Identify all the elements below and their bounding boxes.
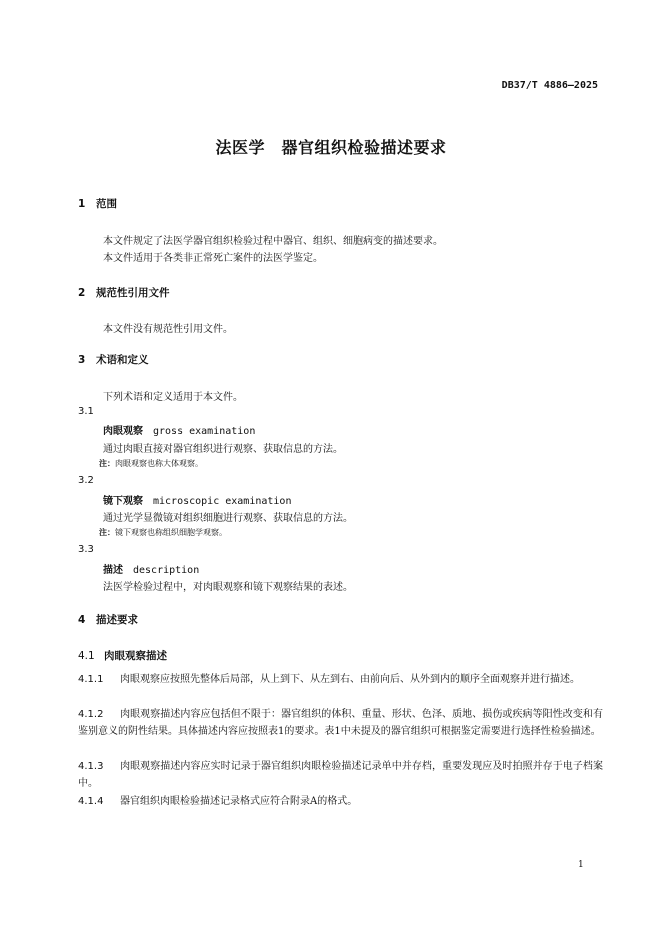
- note-text: 肉眼观察也称大体观察。: [115, 459, 203, 468]
- section-title: 规范性引用文件: [96, 287, 170, 299]
- subsection-number: 4.1: [78, 650, 95, 662]
- paragraph: 本文件适用于各类非正常死亡案件的法医学鉴定。: [103, 253, 323, 264]
- note-text: 镜下观察也称组织细胞学观察。: [115, 528, 227, 537]
- note-label: 注：: [99, 458, 115, 468]
- clause: [78, 706, 603, 740]
- clause-text: 肉眼观察应按照先整体后局部，从上到下、从左到右、由前向后、从外到内的顺序全面观察并进行描述。: [120, 674, 580, 685]
- document-title: 法医学 器官组织检验描述要求: [215, 138, 447, 157]
- clause-text: 肉眼观察描述内容应实时记录于器官组织肉眼检验描述记录单中并存档，重要发现应及时拍照并存于电子档案中。: [78, 761, 603, 789]
- section-heading-normative-references: [78, 285, 170, 300]
- note-label: 注：: [99, 527, 115, 537]
- term-cn: 镜下观察: [103, 496, 143, 507]
- paragraph: 下列术语和定义适用于本文件。: [103, 392, 243, 403]
- term-en: description: [133, 565, 200, 576]
- page-number: 1: [578, 860, 584, 870]
- section-heading-terms: [78, 352, 149, 367]
- section-title: 描述要求: [96, 614, 138, 626]
- paragraph: 本文件没有规范性引用文件。: [103, 324, 233, 335]
- term-definition: 通过肉眼直接对器官组织进行观察、获取信息的方法。: [103, 444, 343, 455]
- section-number: 2: [78, 287, 86, 299]
- term-cn: 肉眼观察: [103, 426, 143, 437]
- paragraph: 本文件规定了法医学器官组织检验过程中器官、组织、细胞病变的描述要求。: [103, 236, 443, 247]
- standard-number: DB37/T 4886—2025: [501, 80, 598, 91]
- term-number: 3.1: [78, 406, 94, 417]
- term-number: 3.2: [78, 475, 94, 486]
- section-number: 3: [78, 354, 86, 366]
- clause: [78, 793, 603, 810]
- section-number: 1: [78, 198, 86, 210]
- term-definition: 通过光学显微镜对组织细胞进行观察、获取信息的方法。: [103, 513, 353, 524]
- term-cn: 描述: [103, 565, 123, 576]
- clause-number: 4.1.1: [78, 674, 104, 685]
- term-number: 3.3: [78, 544, 94, 555]
- clause: [78, 671, 603, 688]
- section-title: 术语和定义: [96, 354, 149, 366]
- term-entry: [103, 492, 291, 507]
- term-en: gross examination: [153, 426, 256, 437]
- clause: [78, 758, 603, 792]
- section-number: 4: [78, 614, 86, 626]
- section-title: 范围: [96, 198, 117, 210]
- section-heading-scope: [78, 196, 117, 211]
- term-entry: [103, 422, 255, 437]
- clause-number: 4.1.3: [78, 761, 104, 772]
- term-en: microscopic examination: [153, 496, 292, 507]
- clause-text: 器官组织肉眼检验描述记录格式应符合附录A的格式。: [120, 796, 358, 807]
- clause-number: 4.1.4: [78, 796, 104, 807]
- term-entry: [103, 561, 199, 576]
- subsection-title: 肉眼观察描述: [104, 650, 167, 662]
- term-note: [99, 527, 227, 538]
- clause-number: 4.1.2: [78, 709, 104, 720]
- section-heading-description-requirements: [78, 612, 138, 627]
- term-note: [99, 458, 203, 469]
- subsection-heading-gross-description: [78, 648, 167, 663]
- clause-text: 肉眼观察描述内容应包括但不限于：器官组织的体积、重量、形状、色泽、质地、损伤或疾病等阳性改变和有鉴别意义的阴性结果。具体描述内容应按照表1的要求。表1中未提及的器官组织可根据鉴定需要进行选择性检验描述。: [78, 709, 603, 737]
- term-definition: 法医学检验过程中，对肉眼观察和镜下观察结果的表述。: [103, 582, 353, 593]
